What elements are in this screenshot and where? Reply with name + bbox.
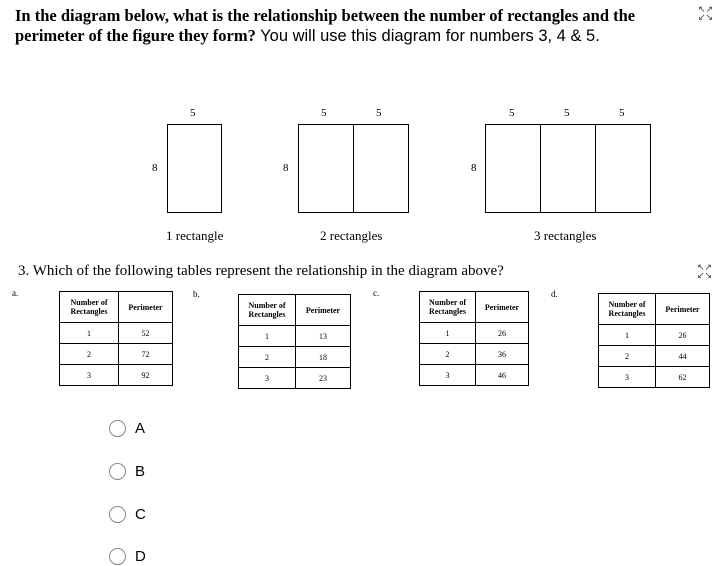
height-label: 8 <box>152 162 158 174</box>
table-cell: 52 <box>119 323 173 344</box>
table-header: Number of Rectangles <box>599 294 656 325</box>
width-label: 5 <box>619 107 625 119</box>
rectangle-shape <box>167 124 222 213</box>
divider-line <box>540 124 541 213</box>
table-cell: 72 <box>119 344 173 365</box>
table-cell: 1 <box>420 323 476 344</box>
table-header: Number of Rectangles <box>239 295 296 326</box>
table-label: d. <box>551 289 558 299</box>
table-label: a. <box>12 288 19 298</box>
table-cell: 26 <box>656 325 710 346</box>
header-bold-text: In the diagram below, what is the relationship between the number of rectangles and the perimeter of the figure they form? <box>15 6 636 45</box>
table-cell: 3 <box>239 368 296 389</box>
choice-label: C <box>135 505 146 523</box>
table-label: b. <box>193 289 200 299</box>
question-text: 3. Which of the following tables represent the relationship in the diagram above? <box>18 263 504 279</box>
radio-button[interactable] <box>109 420 126 437</box>
table-row <box>60 344 173 365</box>
table-cell: 2 <box>599 346 656 367</box>
table-cell: 2 <box>239 347 296 368</box>
expand-icon[interactable]: ↖↗ ↙↘ <box>697 263 713 281</box>
table-header: Perimeter <box>476 292 529 323</box>
table-row <box>420 365 529 386</box>
choice-b[interactable] <box>109 461 145 481</box>
height-label: 8 <box>283 162 289 174</box>
divider-line <box>595 124 596 213</box>
table-cell: 44 <box>656 346 710 367</box>
table-header: Number of Rectangles <box>60 292 119 323</box>
table-cell: 92 <box>119 365 173 386</box>
choice-label: D <box>135 547 146 565</box>
table-row <box>60 323 173 344</box>
table-cell: 2 <box>420 344 476 365</box>
table-row <box>239 326 351 347</box>
table-cell: 1 <box>60 323 119 344</box>
radio-button[interactable] <box>109 548 126 565</box>
table-cell: 46 <box>476 365 529 386</box>
expand-icon[interactable]: ↖↗ ↙↘ <box>698 5 714 23</box>
option-table-c <box>419 291 529 386</box>
width-label: 5 <box>564 107 570 119</box>
table-cell: 1 <box>599 325 656 346</box>
table-row <box>420 344 529 365</box>
choice-label: A <box>135 419 146 437</box>
option-table-a <box>59 291 173 386</box>
table-cell: 23 <box>296 368 351 389</box>
choice-c[interactable] <box>109 504 146 524</box>
choice-a[interactable] <box>109 418 145 438</box>
table-cell: 3 <box>420 365 476 386</box>
width-label: 5 <box>509 107 515 119</box>
choice-label: B <box>135 462 146 480</box>
option-table-d <box>598 293 710 388</box>
table-row <box>599 325 710 346</box>
table-cell: 13 <box>296 326 351 347</box>
table-header: Perimeter <box>296 295 351 326</box>
header-plain-text: You will use this diagram for numbers 3, 4 & 5. <box>255 27 600 45</box>
width-label: 5 <box>190 107 196 119</box>
figure-caption: 1 rectangle <box>166 228 224 243</box>
table-label: c. <box>373 288 380 298</box>
radio-button[interactable] <box>109 506 126 523</box>
table-header: Perimeter <box>656 294 710 325</box>
table-row <box>599 346 710 367</box>
radio-button[interactable] <box>109 463 126 480</box>
table-row <box>239 368 351 389</box>
question-header <box>15 6 705 46</box>
table-cell: 3 <box>60 365 119 386</box>
table-cell: 1 <box>239 326 296 347</box>
divider-line <box>353 124 354 213</box>
figure-caption: 3 rectangles <box>534 228 597 243</box>
table-row <box>60 365 173 386</box>
table-cell: 26 <box>476 323 529 344</box>
table-cell: 36 <box>476 344 529 365</box>
figure-caption: 2 rectangles <box>320 228 383 243</box>
table-row <box>239 347 351 368</box>
width-label: 5 <box>376 107 382 119</box>
table-cell: 62 <box>656 367 710 388</box>
choice-d[interactable] <box>109 546 146 566</box>
table-header: Number of Rectangles <box>420 292 476 323</box>
table-row <box>420 323 529 344</box>
height-label: 8 <box>471 162 477 174</box>
width-label: 5 <box>321 107 327 119</box>
option-table-b <box>238 294 351 389</box>
table-row <box>599 367 710 388</box>
table-header: Perimeter <box>119 292 173 323</box>
rectangle-shape <box>485 124 651 213</box>
table-cell: 2 <box>60 344 119 365</box>
table-cell: 18 <box>296 347 351 368</box>
table-cell: 3 <box>599 367 656 388</box>
